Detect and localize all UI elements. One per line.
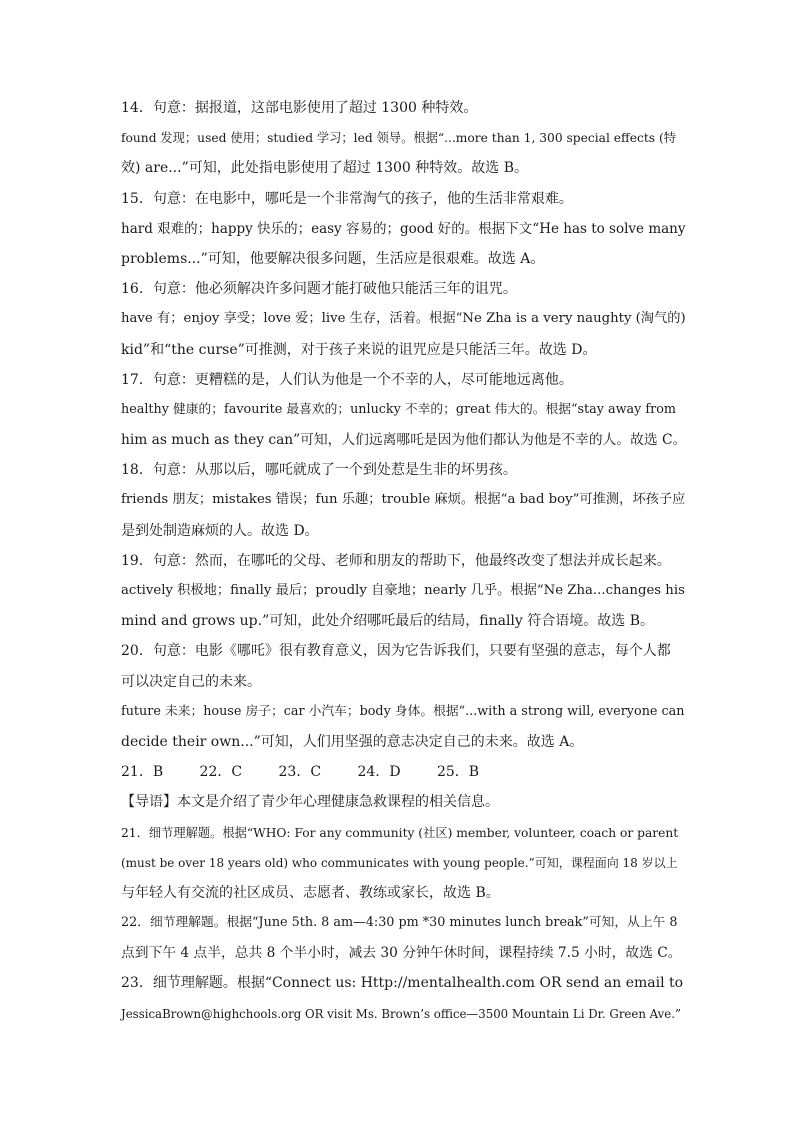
q16-translation: 16．句意：他必须解决许多问题才能打破他只能活三年的诅咒。 xyxy=(121,281,517,298)
q17-translation: 17．句意：更糟糕的是，人们认为他是一个不幸的人，尽可能地远离他。 xyxy=(121,371,573,388)
q20-translation-line-2: 可以决定自己的未来。 xyxy=(121,673,261,690)
q19-translation: 19．句意：然而，在哪吒的父母、老师和朋友的帮助下，他最终改变了想法并成长起来。 xyxy=(121,552,671,569)
q23-explanation-line-1: 23．细节理解题。根据“Connect us: Http://mentalhealth.com OR send an email to xyxy=(121,975,684,992)
q15-explanation-line-1: hard 艰难的；happy 快乐的；easy 容易的；good 好的。根据下文“He has to solve many xyxy=(121,220,686,237)
q22-explanation-line-1: 22．细节理解题。根据“June 5th. 8 am—4:30 pm *30 minutes lunch break”可知，从上午 8 xyxy=(121,915,678,931)
q15-translation: 15．句意：在电影中，哪吒是一个非常淘气的孩子，他的生活非常艰难。 xyxy=(121,190,573,207)
q17-explanation-line-2: him as much as they can”可知，人们远离哪吒是因为他们都认为他是不幸的人。故选 C。 xyxy=(121,432,687,449)
q16-explanation-line-2: kid”和“the curse”可推测，对于孩子来说的诅咒应是只能活三年。故选 D。 xyxy=(121,341,597,358)
q14-explanation-line-2: 效) are...”可知，此处指电影使用了超过 1300 种特效。故选 B。 xyxy=(121,160,529,177)
q20-explanation-line-1: future 未来；house 房子；car 小汽车；body 身体。根据“...with a strong will, everyone can xyxy=(121,703,685,719)
q22-explanation-line-2: 点到下午 4 点半，总共 8 个半小时，减去 30 分钟午休时间，课程持续 7.5 小时，故选 C。 xyxy=(121,945,682,962)
q16-explanation-line-1: have 有；enjoy 享受；love 爱；live 生存，活着。根据“Ne Zha is a very naughty (淘气的) xyxy=(121,311,686,327)
q20-translation-line-1: 20．句意：电影《哪吒》很有教育意义，因为它告诉我们，只要有坚强的意志，每个人都 xyxy=(121,643,671,660)
q21-explanation-line-1: 21．细节理解题。根据“WHO: For any community (社区) member, volunteer, coach or parent xyxy=(121,825,679,840)
q21-explanation-line-3: 与年轻人有交流的社区成员、志愿者、教练或家长，故选 B。 xyxy=(121,884,500,901)
q19-explanation-line-1: actively 积极地；finally 最后；proudly 自豪地；nearly 几乎。根据“Ne Zha...changes his xyxy=(121,583,685,598)
passage-intro: 【导语】本文是介绍了青少年心理健康急救课程的相关信息。 xyxy=(121,794,499,811)
q21-explanation-line-2: (must be over 18 years old) who communicates with young people.”可知，课程面向 18 岁以上 xyxy=(121,855,678,870)
q19-explanation-line-2: mind and grows up.”可知，此处介绍哪吒最后的结局，finally 符合语境。故选 B。 xyxy=(121,613,654,630)
answer-explanations xyxy=(121,93,686,1029)
q14-translation: 14．句意：据报道，这部电影使用了超过 1300 种特效。 xyxy=(121,100,478,116)
q20-explanation-line-2: decide their own...”可知，人们用坚强的意志决定自己的未来。故选 A。 xyxy=(121,733,584,750)
q18-explanation-line-2: 是到处制造麻烦的人。故选 D。 xyxy=(121,522,319,539)
q17-explanation-line-1: healthy 健康的；favourite 最喜欢的；unlucky 不幸的；great 伟大的。根据“stay away from xyxy=(121,401,676,417)
q14-explanation-line-1: found 发现；used 使用；studied 学习；led 领导。根据“...more than 1, 300 special effects (特 xyxy=(121,131,676,146)
q18-explanation-line-1: friends 朋友；mistakes 错误；fun 乐趣；trouble 麻烦。根据“a bad boy”可推测，坏孩子应 xyxy=(121,492,686,508)
answers-21-25: 21．B 22．C 23．C 24．D 25．B xyxy=(121,764,480,781)
q18-translation: 18．句意：从那以后，哪吒就成了一个到处惹是生非的坏男孩。 xyxy=(121,462,517,479)
q23-explanation-line-2: JessicaBrown@highchools.org OR visit Ms. Brown’s office—3500 Mountain Li Dr. Green Ave.” xyxy=(121,1006,681,1021)
q15-explanation-line-2: problems...”可知，他要解决很多问题，生活应是很艰难。故选 A。 xyxy=(121,250,545,267)
